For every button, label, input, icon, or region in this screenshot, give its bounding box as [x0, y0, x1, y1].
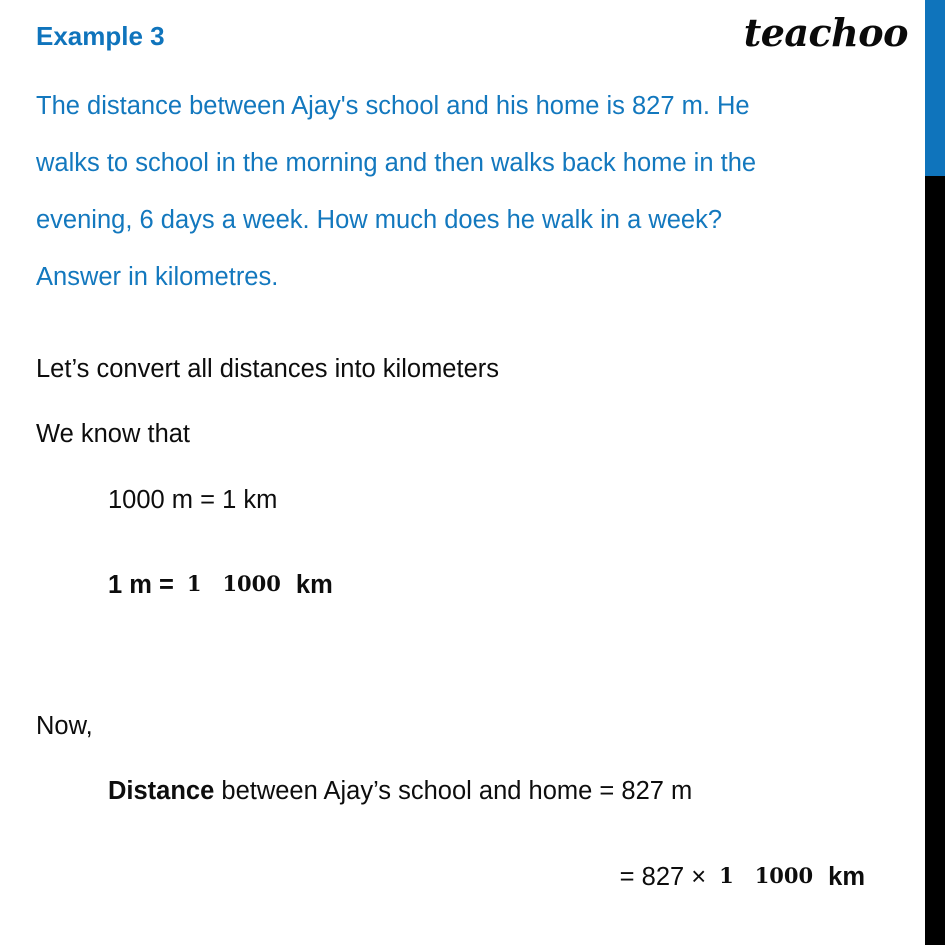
conversion-fraction-line [108, 568, 333, 602]
solution-known-line: We know that [36, 420, 191, 448]
result-equation [620, 860, 865, 894]
edge-bar-black [925, 176, 945, 945]
question-line-1: The distance between Ajay's school and his home is 827 m. He [36, 92, 750, 120]
result-numerator: 1 [719, 863, 734, 889]
conversion-equation [108, 568, 333, 602]
conversion-fraction [181, 571, 287, 597]
conversion-plain-line: 1000 m = 1 km [108, 486, 278, 514]
conversion-lead: 1 m = [108, 571, 174, 599]
question-line-3: evening, 6 days a week. How much does he walk in a week? [36, 206, 723, 234]
teachoo-logo: teachoo [743, 10, 908, 55]
question-line-4: Answer in kilometres. [36, 263, 279, 291]
now-line: Now, [36, 712, 93, 740]
conversion-denominator: 1000 [222, 571, 281, 597]
result-lead: = 827 × [619, 863, 707, 891]
solution-intro-line: Let’s convert all distances into kilometers [36, 355, 499, 383]
distance-label: Distance [108, 777, 215, 805]
conversion-unit: km [295, 571, 333, 599]
edge-bar-blue [925, 0, 945, 176]
conversion-numerator: 1 [186, 571, 202, 597]
result-unit: km [828, 863, 865, 891]
question-line-2: walks to school in the morning and then walks back home in the [36, 149, 757, 177]
distance-rest: between Ajay’s school and home = 827 m [214, 777, 693, 805]
question-block [36, 78, 886, 306]
distance-line [108, 774, 692, 808]
result-denominator: 1000 [754, 863, 814, 889]
page-title: Example 3 [36, 21, 165, 51]
result-equation-line [620, 860, 865, 894]
result-fraction [713, 863, 819, 889]
